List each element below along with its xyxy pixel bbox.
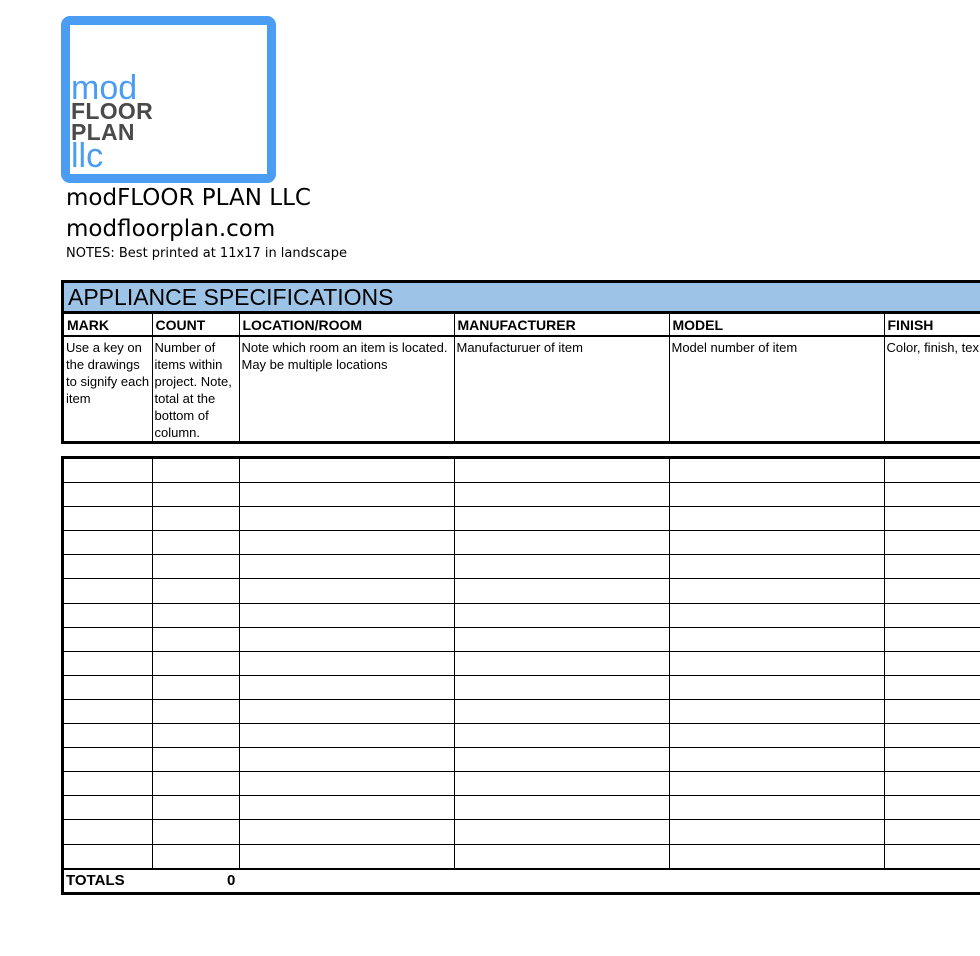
table-cell[interactable] bbox=[152, 844, 239, 869]
table-cell[interactable] bbox=[669, 459, 884, 483]
table-cell[interactable] bbox=[454, 772, 669, 796]
table-cell[interactable] bbox=[669, 579, 884, 603]
table-cell[interactable] bbox=[884, 531, 980, 555]
table-cell[interactable] bbox=[669, 555, 884, 579]
table-cell[interactable] bbox=[454, 699, 669, 723]
table-cell[interactable] bbox=[884, 507, 980, 531]
table-cell[interactable] bbox=[152, 483, 239, 507]
print-notes: NOTES: Best printed at 11x17 in landscape bbox=[66, 246, 348, 261]
table-cell[interactable] bbox=[454, 651, 669, 675]
logo-wordmark bbox=[71, 69, 153, 175]
table-cell[interactable] bbox=[239, 627, 454, 651]
table-cell[interactable] bbox=[64, 459, 152, 483]
table-row bbox=[64, 531, 980, 555]
column-header-location: LOCATION/ROOM bbox=[239, 314, 454, 336]
table-cell[interactable] bbox=[239, 748, 454, 772]
table-cell[interactable] bbox=[884, 772, 980, 796]
table-cell[interactable] bbox=[239, 675, 454, 699]
table-cell[interactable] bbox=[152, 627, 239, 651]
column-header-mark: MARK bbox=[64, 314, 152, 336]
table-cell[interactable] bbox=[239, 651, 454, 675]
data-entry-table bbox=[61, 456, 980, 895]
company-website: modfloorplan.com bbox=[66, 216, 276, 242]
table-cell[interactable] bbox=[454, 579, 669, 603]
description-row bbox=[64, 336, 980, 441]
table-cell[interactable] bbox=[239, 603, 454, 627]
table-cell[interactable] bbox=[64, 675, 152, 699]
table-cell[interactable] bbox=[64, 603, 152, 627]
table-cell[interactable] bbox=[152, 507, 239, 531]
table-cell[interactable] bbox=[669, 699, 884, 723]
table-cell[interactable] bbox=[64, 772, 152, 796]
table-cell[interactable] bbox=[884, 748, 980, 772]
column-header-count: COUNT bbox=[152, 314, 239, 336]
logo-floor-text: FLOOR bbox=[71, 98, 153, 124]
table-cell[interactable] bbox=[454, 603, 669, 627]
description-mark: Use a key on the drawings to signify each item bbox=[64, 336, 152, 441]
table-cell[interactable] bbox=[239, 483, 454, 507]
table-cell[interactable] bbox=[64, 796, 152, 820]
table-cell[interactable] bbox=[669, 507, 884, 531]
table-row bbox=[64, 459, 980, 483]
table-cell[interactable] bbox=[454, 555, 669, 579]
table-cell[interactable] bbox=[64, 483, 152, 507]
column-header-model: MODEL bbox=[669, 314, 884, 336]
table-cell[interactable] bbox=[884, 483, 980, 507]
table-cell[interactable] bbox=[64, 555, 152, 579]
table-cell[interactable] bbox=[152, 796, 239, 820]
table-cell[interactable] bbox=[884, 820, 980, 844]
table-cell[interactable] bbox=[669, 651, 884, 675]
table-cell[interactable] bbox=[454, 459, 669, 483]
table-cell[interactable] bbox=[239, 796, 454, 820]
company-logo bbox=[61, 16, 276, 183]
table-cell[interactable] bbox=[454, 748, 669, 772]
table-cell[interactable] bbox=[454, 627, 669, 651]
column-header-row bbox=[64, 314, 980, 336]
table-cell[interactable] bbox=[239, 507, 454, 531]
table-cell[interactable] bbox=[669, 772, 884, 796]
table-cell[interactable] bbox=[884, 675, 980, 699]
table-cell[interactable] bbox=[669, 748, 884, 772]
table-cell[interactable] bbox=[884, 603, 980, 627]
table-cell[interactable] bbox=[64, 748, 152, 772]
table-cell[interactable] bbox=[239, 579, 454, 603]
table-cell[interactable] bbox=[454, 820, 669, 844]
table-cell[interactable] bbox=[669, 675, 884, 699]
spec-table bbox=[61, 280, 980, 444]
spec-table-title: APPLIANCE SPECIFICATIONS bbox=[64, 283, 980, 314]
table-cell[interactable] bbox=[884, 844, 980, 869]
table-cell[interactable] bbox=[64, 820, 152, 844]
spec-header-table bbox=[64, 314, 980, 441]
table-row bbox=[64, 651, 980, 675]
table-cell[interactable] bbox=[152, 699, 239, 723]
table-cell[interactable] bbox=[884, 651, 980, 675]
table-cell[interactable] bbox=[454, 724, 669, 748]
table-cell[interactable] bbox=[64, 844, 152, 869]
table-row bbox=[64, 483, 980, 507]
description-location: Note which room an item is located. May be multiple locations bbox=[239, 336, 454, 441]
table-cell[interactable] bbox=[669, 844, 884, 869]
table-row bbox=[64, 699, 980, 723]
table-cell[interactable] bbox=[152, 675, 239, 699]
description-manufacturer: Manufacturuer of item bbox=[454, 336, 669, 441]
data-grid bbox=[64, 459, 980, 870]
table-cell[interactable] bbox=[884, 555, 980, 579]
table-cell[interactable] bbox=[239, 531, 454, 555]
table-cell[interactable] bbox=[152, 820, 239, 844]
description-count: Number of items within project. Note, total at the bottom of column. bbox=[152, 336, 239, 441]
totals-count-value: 0 bbox=[227, 871, 236, 889]
table-cell[interactable] bbox=[152, 772, 239, 796]
table-cell[interactable] bbox=[152, 724, 239, 748]
table-row bbox=[64, 627, 980, 651]
totals-row bbox=[64, 870, 980, 892]
table-cell[interactable] bbox=[884, 627, 980, 651]
table-row bbox=[64, 555, 980, 579]
table-cell[interactable] bbox=[669, 724, 884, 748]
table-cell[interactable] bbox=[152, 748, 239, 772]
table-row bbox=[64, 748, 980, 772]
table-row bbox=[64, 675, 980, 699]
table-cell[interactable] bbox=[884, 699, 980, 723]
table-cell[interactable] bbox=[239, 459, 454, 483]
table-cell[interactable] bbox=[239, 699, 454, 723]
totals-label: TOTALS bbox=[66, 871, 125, 889]
logo-mod-text: mod bbox=[71, 69, 138, 107]
table-cell[interactable] bbox=[152, 603, 239, 627]
logo-llc-text: llc bbox=[71, 137, 104, 175]
table-cell[interactable] bbox=[239, 772, 454, 796]
table-row bbox=[64, 603, 980, 627]
table-cell[interactable] bbox=[64, 724, 152, 748]
table-row bbox=[64, 820, 980, 844]
table-cell[interactable] bbox=[64, 651, 152, 675]
table-cell[interactable] bbox=[454, 675, 669, 699]
table-cell[interactable] bbox=[884, 724, 980, 748]
table-cell[interactable] bbox=[152, 459, 239, 483]
table-cell[interactable] bbox=[239, 724, 454, 748]
table-row bbox=[64, 724, 980, 748]
table-row bbox=[64, 844, 980, 869]
table-cell[interactable] bbox=[454, 796, 669, 820]
table-cell[interactable] bbox=[64, 699, 152, 723]
table-cell[interactable] bbox=[669, 820, 884, 844]
table-cell[interactable] bbox=[669, 483, 884, 507]
table-cell[interactable] bbox=[669, 796, 884, 820]
table-cell[interactable] bbox=[64, 579, 152, 603]
logo-plan-text: PLAN bbox=[71, 119, 135, 145]
table-cell[interactable] bbox=[239, 555, 454, 579]
table-cell[interactable] bbox=[454, 507, 669, 531]
column-header-manufacturer: MANUFACTURER bbox=[454, 314, 669, 336]
table-cell[interactable] bbox=[64, 627, 152, 651]
table-cell[interactable] bbox=[669, 603, 884, 627]
table-cell[interactable] bbox=[239, 844, 454, 869]
table-cell[interactable] bbox=[454, 483, 669, 507]
table-cell[interactable] bbox=[454, 844, 669, 869]
table-row bbox=[64, 796, 980, 820]
table-cell[interactable] bbox=[64, 531, 152, 555]
table-cell[interactable] bbox=[884, 459, 980, 483]
table-cell[interactable] bbox=[239, 820, 454, 844]
table-cell[interactable] bbox=[152, 651, 239, 675]
table-cell[interactable] bbox=[152, 531, 239, 555]
table-row bbox=[64, 507, 980, 531]
column-header-finish: FINISH bbox=[884, 314, 980, 336]
table-cell[interactable] bbox=[454, 531, 669, 555]
table-cell[interactable] bbox=[669, 627, 884, 651]
table-cell[interactable] bbox=[152, 555, 239, 579]
table-cell[interactable] bbox=[669, 531, 884, 555]
table-cell[interactable] bbox=[884, 796, 980, 820]
table-cell[interactable] bbox=[152, 579, 239, 603]
table-cell[interactable] bbox=[884, 579, 980, 603]
description-model: Model number of item bbox=[669, 336, 884, 441]
table-row bbox=[64, 772, 980, 796]
table-cell[interactable] bbox=[64, 507, 152, 531]
company-name: modFLOOR PLAN LLC bbox=[66, 185, 311, 211]
description-finish: Color, finish, tex bbox=[884, 336, 980, 441]
table-row bbox=[64, 579, 980, 603]
